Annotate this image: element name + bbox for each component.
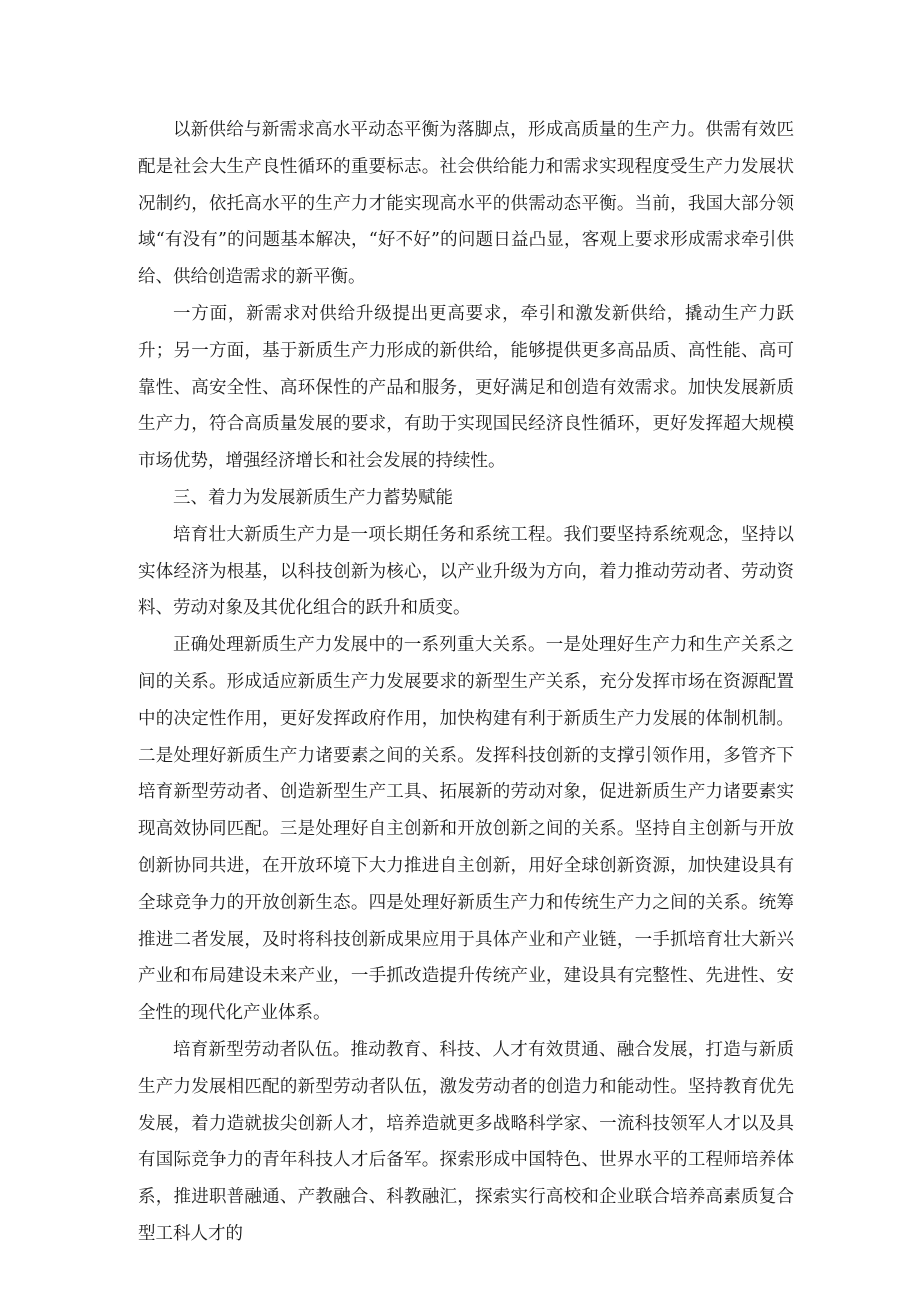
paragraph-new-demand: 一方面，新需求对供给升级提出更高要求，牵引和激发新供给，撬动生产力跃升；另一方面，基于新质生产力形成的新供给，能够提供更多高品质、高性能、高可靠性、高安全性、高环保性的产品和服务，更好满足和创造有效需求。加快发展新质生产力，符合高质量发展的要求，有助于实现国民经济良性循环，更好发挥超大规模市场优势，增强经济增长和社会发展的持续性。 — [138, 303, 794, 472]
document-body — [138, 112, 794, 1253]
paragraph-supply-demand-balance: 以新供给与新需求高水平动态平衡为落脚点，形成高质量的生产力。供需有效匹配是社会大生产良性循环的重要标志。社会供给能力和需求实现程度受生产力发展状况制约，依托高水平的生产力才能实现高水平的供需动态平衡。当前，我国大部分领域“有没有”的问题基本解决，“好不好”的问题日益凸显，客观上要求形成需求牵引供给、供给创造需求的新平衡。 — [138, 120, 794, 288]
section-heading-three: 三、着力为发展新质生产力蓄势赋能 — [173, 487, 453, 508]
paragraph-new-workforce: 培育新型劳动者队伍。推动教育、科技、人才有效贯通、融合发展，打造与新质生产力发展相匹配的新型劳动者队伍，激发劳动者的创造力和能动性。坚持教育优先发展，着力造就拔尖创新人才，培养造就更多战略科学家、一流科技领军人才以及具有国际竞争力的青年科技人才后备军。探索形成中国特色、世界水平的工程师培养体系，推进职普融通、产教融合、科教融汇，探索实行高校和企业联合培养高素质复合型工科人才的 — [138, 1039, 794, 1244]
paragraph-system-project: 培育壮大新质生产力是一项长期任务和系统工程。我们要坚持系统观念，坚持以实体经济为根基，以科技创新为核心，以产业升级为方向，着力推动劳动者、劳动资料、劳动对象及其优化组合的跃升和质变。 — [138, 524, 794, 619]
paragraph-major-relations: 正确处理新质生产力发展中的一系列重大关系。一是处理好生产力和生产关系之间的关系。形成适应新质生产力发展要求的新型生产关系，充分发挥市场在资源配置中的决定性作用，更好发挥政府作用，加快构建有利于新质生产力发展的体制机制。二是处理好新质生产力诸要素之间的关系。发挥科技创新的支撑引领作用，多管齐下培育新型劳动者、创造新型生产工具、拓展新的劳动对象，促进新质生产力诸要素实现高效协同匹配。三是处理好自主创新和开放创新之间的关系。坚持自主创新与开放创新协同共进，在开放环境下大力推进自主创新，用好全球创新资源，加快建设具有全球竞争力的开放创新生态。四是处理好新质生产力和传统生产力之间的关系。统筹推进二者发展，及时将科技创新成果应用于具体产业和产业链，一手抓培育壮大新兴产业和布局建设未来产业，一手抓改造提升传统产业，建设具有完整性、先进性、安全性的现代化产业体系。 — [138, 635, 794, 1024]
